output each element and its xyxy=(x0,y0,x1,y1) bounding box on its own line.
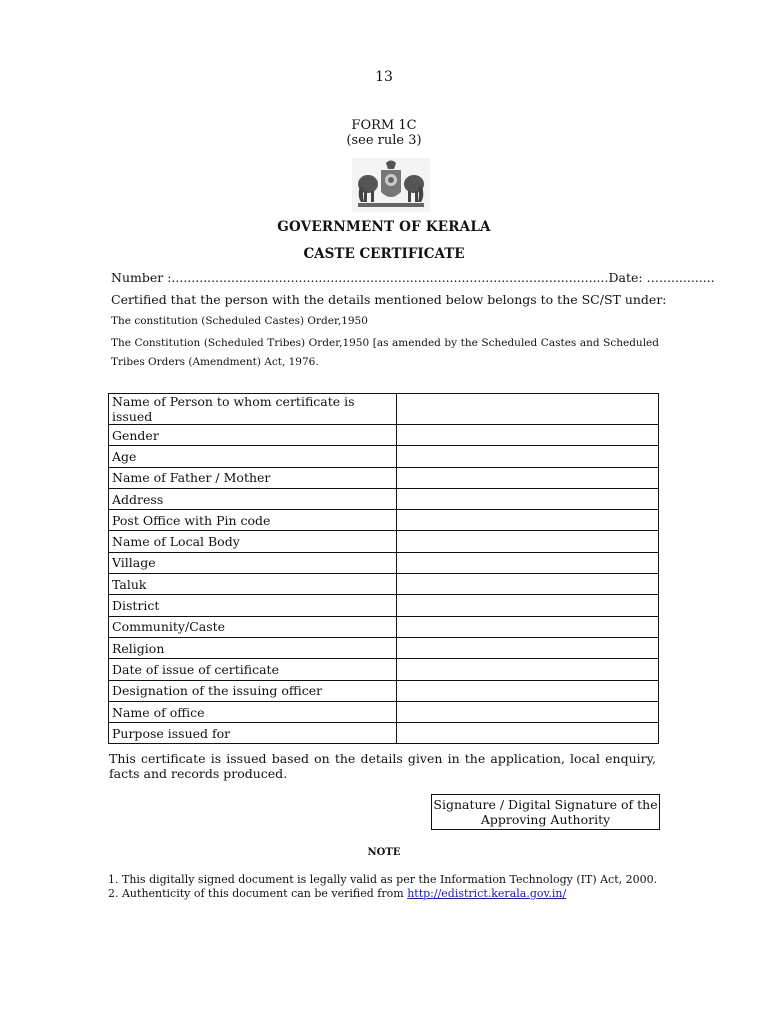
field-label: Address xyxy=(109,488,397,509)
table-row xyxy=(109,723,659,744)
number-date-line: Number :..............................................................................................................Date: ….............. xyxy=(111,270,715,285)
table-row xyxy=(109,394,659,425)
table-row xyxy=(109,701,659,722)
kerala-state-emblem-icon xyxy=(352,158,430,212)
field-label: Village xyxy=(109,552,397,573)
field-label: Purpose issued for xyxy=(109,723,397,744)
sc-order-text: The constitution (Scheduled Castes) Order,1950 xyxy=(111,315,368,327)
table-row xyxy=(109,467,659,488)
field-label: Taluk xyxy=(109,574,397,595)
field-label: Name of Father / Mother xyxy=(109,467,397,488)
field-value xyxy=(397,446,659,467)
field-value xyxy=(397,637,659,658)
field-value xyxy=(397,467,659,488)
field-value xyxy=(397,394,659,425)
table-row xyxy=(109,425,659,446)
field-value xyxy=(397,659,659,680)
table-row xyxy=(109,659,659,680)
issued-statement: This certificate is issued based on the details given in the application, local enquiry, facts and records produced. xyxy=(109,751,656,781)
table-row xyxy=(109,531,659,552)
table-row xyxy=(109,446,659,467)
field-value xyxy=(397,574,659,595)
field-label: Name of Person to whom certificate is issued xyxy=(109,394,397,425)
signature-line-1: Signature / Digital Signature of the xyxy=(433,797,658,812)
field-value xyxy=(397,552,659,573)
field-label: Name of Local Body xyxy=(109,531,397,552)
certificate-heading: CASTE CERTIFICATE xyxy=(303,246,465,262)
note-item-1: 1. This digitally signed document is legally valid as per the Information Technology (IT) Act, 2000. xyxy=(108,873,658,886)
note-item-2-text: 2. Authenticity of this document can be verified from xyxy=(108,887,408,900)
form-title: FORM 1C xyxy=(351,118,417,133)
field-value xyxy=(397,595,659,616)
field-value xyxy=(397,488,659,509)
field-label: Date of issue of certificate xyxy=(109,659,397,680)
field-value xyxy=(397,425,659,446)
table-row xyxy=(109,680,659,701)
field-label: Name of office xyxy=(109,701,397,722)
field-label: District xyxy=(109,595,397,616)
signature-box xyxy=(431,794,660,830)
table-row xyxy=(109,510,659,531)
st-order-text: The Constitution (Scheduled Tribes) Order,1950 [as amended by the Scheduled Castes and Scheduled Tribes Orders (Amendment) Act, 1976. xyxy=(111,337,659,368)
note-title: NOTE xyxy=(367,847,401,858)
field-label: Designation of the issuing officer xyxy=(109,680,397,701)
form-rule: (see rule 3) xyxy=(346,133,422,148)
table-row xyxy=(109,574,659,595)
field-label: Post Office with Pin code xyxy=(109,510,397,531)
field-label: Age xyxy=(109,446,397,467)
details-table xyxy=(108,393,659,744)
table-row xyxy=(109,637,659,658)
table-row xyxy=(109,595,659,616)
field-value xyxy=(397,680,659,701)
note-item-2 xyxy=(108,887,566,900)
field-value xyxy=(397,510,659,531)
field-label: Community/Caste xyxy=(109,616,397,637)
edistrict-link[interactable]: http://edistrict.kerala.gov.in/ xyxy=(407,887,567,900)
table-row xyxy=(109,616,659,637)
signature-line-2: Approving Authority xyxy=(480,812,611,827)
field-value xyxy=(397,616,659,637)
field-label: Religion xyxy=(109,637,397,658)
table-row xyxy=(109,552,659,573)
certified-statement: Certified that the person with the details mentioned below belongs to the SC/ST under: xyxy=(111,292,667,307)
field-value xyxy=(397,701,659,722)
table-row xyxy=(109,488,659,509)
field-value xyxy=(397,531,659,552)
field-value xyxy=(397,723,659,744)
page-number: 13 xyxy=(375,69,393,85)
government-heading: GOVERNMENT OF KERALA xyxy=(277,219,491,235)
field-label: Gender xyxy=(109,425,397,446)
